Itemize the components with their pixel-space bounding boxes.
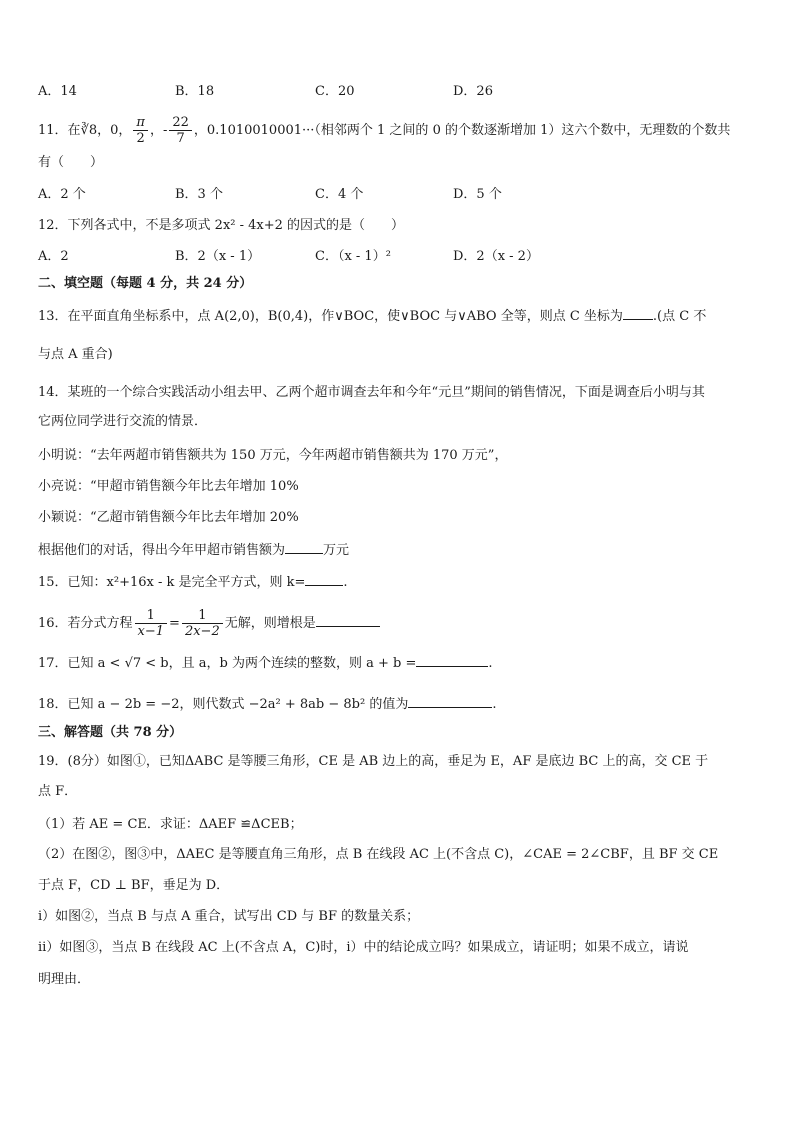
q14-answer-blank[interactable] xyxy=(285,539,323,554)
q12-option-c: C．（x - 1）² xyxy=(315,249,391,264)
q19-line5: 于点 F，CD ⊥ BF，垂足为 D． xyxy=(38,878,230,893)
q13-line1-tail: .(点 C 不 xyxy=(652,309,707,324)
q18-tail: . xyxy=(492,697,497,712)
q10-options xyxy=(38,82,738,102)
q11-stem xyxy=(38,115,730,146)
q14-line4: 小亮说：“甲超市销售额今年比去年增加 10% xyxy=(38,479,299,494)
q14-line6-text: 根据他们的对话，得出今年甲超市销售额为 xyxy=(38,543,286,558)
q18-text: 18．已知 a − 2b = −2，则代数式 −2a² + 8ab − 8b² 的值为 xyxy=(38,697,409,712)
q14-line6 xyxy=(38,539,349,561)
q19-line2: 点 F． xyxy=(38,784,78,799)
q14-line3: 小明说：“去年两超市销售额共为 150 万元，今年两超市销售额共为 170 万元”， xyxy=(38,448,508,463)
q17-stem xyxy=(38,652,492,674)
q11-options xyxy=(38,185,738,205)
q10-option-b: B．18 xyxy=(175,84,215,99)
q15-stem xyxy=(38,571,348,593)
q11-list-a: ，0， xyxy=(97,123,132,138)
q11-option-b: B．3 个 xyxy=(175,187,223,202)
q16-fraction-right: $\frac{1}{2x-2}$ xyxy=(182,608,223,639)
q15-tail: . xyxy=(343,575,348,590)
q11-cbrt: ∛8 xyxy=(80,123,98,138)
q15-text: 15．已知：x²+16x - k 是完全平方式，则 k= xyxy=(38,575,306,590)
q17-answer-blank[interactable] xyxy=(416,652,488,667)
q16-tail: 无解，则增根是 xyxy=(224,616,316,631)
q11-option-c: C．4 个 xyxy=(315,187,364,202)
q11-option-d: D．5 个 xyxy=(453,187,502,202)
q13-stem xyxy=(38,305,706,327)
q16-answer-blank[interactable] xyxy=(316,612,380,627)
q11-prefix: 11．在 xyxy=(38,123,81,138)
q17-tail: . xyxy=(488,656,493,671)
q11-fraction: $\frac{22}{7}$ xyxy=(169,115,192,146)
q12-option-b: B．2（x - 1） xyxy=(175,249,261,264)
q11-pi-fraction: $\frac{\pi}{2}$ xyxy=(133,115,148,146)
q14-line2: 它两位同学进行交流的情景． xyxy=(38,414,208,429)
q19-line8: 明理由． xyxy=(38,972,91,987)
q15-answer-blank[interactable] xyxy=(305,571,343,586)
q16-stem xyxy=(38,608,380,639)
q12-options xyxy=(38,247,738,267)
section-heading-solutions: 三、解答题（共 78 分） xyxy=(38,725,183,740)
q14-line1: 14．某班的一个综合实践活动小组去甲、乙两个超市调查去年和今年“元旦”期间的销售情况，下面是调查后小明与其 xyxy=(38,385,705,400)
q16-prefix: 16．若分式方程 xyxy=(38,616,133,631)
q11-line2: 有（ ） xyxy=(38,155,104,170)
q11-tail: ，0.1010010001···（相邻两个 1 之间的 0 的个数逐渐增加 1）这六个数中，无理数的个数共 xyxy=(193,123,731,138)
q12-stem: 12．下列各式中，不是多项式 2x² - 4x+2 的因式的是（ ） xyxy=(38,218,405,233)
q19-line4: （2）在图②，图③中，ΔAEC 是等腰直角三角形，点 B 在线段 AC 上(不含点 C)，∠CAE = 2∠CBF，且 BF 交 CE xyxy=(38,847,719,862)
q19-line7: ⅱ）如图③，当点 B 在线段 AC 上(不含点 A，C)时，ⅰ）中的结论成立吗？如果成立，请证明；如果不成立，请说 xyxy=(38,940,689,955)
q13-line2: 与点 A 重合) xyxy=(38,347,113,362)
q16-fraction-left: $\frac{1}{x-1}$ xyxy=(135,608,168,639)
q12-option-d: D．2（x - 2） xyxy=(453,249,539,264)
q10-option-d: D．26 xyxy=(453,84,493,99)
q10-option-c: C．20 xyxy=(315,84,355,99)
q18-answer-blank[interactable] xyxy=(408,693,492,708)
q13-answer-blank[interactable] xyxy=(623,305,653,320)
q16-equals: = xyxy=(169,616,180,631)
q19-line3: （1）若 AE = CE．求证：ΔAEF ≌ΔCEB； xyxy=(38,817,303,832)
q10-option-a: A．14 xyxy=(38,84,77,99)
q18-stem xyxy=(38,693,497,715)
q12-option-a: A．2 xyxy=(38,249,69,264)
section-heading-fill-in: 二、填空题（每题 4 分，共 24 分） xyxy=(38,276,253,291)
q11-option-a: A．2 个 xyxy=(38,187,86,202)
q19-line6: ⅰ）如图②，当点 B 与点 A 重合，试写出 CD 与 BF 的数量关系； xyxy=(38,909,420,924)
q11-list-b: ，- xyxy=(149,123,168,138)
q14-line6-tail: 万元 xyxy=(323,543,350,558)
q17-text: 17．已知 a < √7 < b，且 a，b 为两个连续的整数，则 a + b = xyxy=(38,656,417,671)
q14-line5: 小颖说：“乙超市销售额今年比去年增加 20% xyxy=(38,510,299,525)
q13-line1: 13．在平面直角坐标系中，点 A(2,0)，B(0,4)，作∨BOC，使∨BOC 与∨ABO 全等，则点 C 坐标为 xyxy=(38,309,623,324)
q19-line1: 19．(8分）如图①，已知ΔABC 是等腰三角形，CE 是 AB 边上的高，垂足为 E，AF 是底边 BC 上的高，交 CE 于 xyxy=(38,754,709,769)
